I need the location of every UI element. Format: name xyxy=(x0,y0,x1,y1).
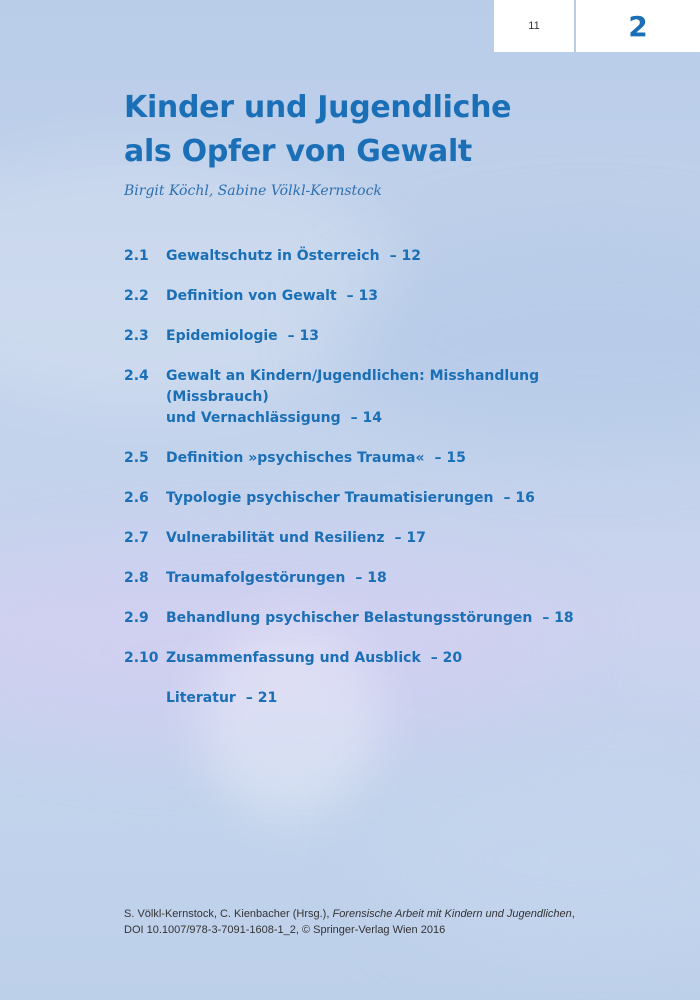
toc-entry-page: – 13 xyxy=(346,288,379,304)
toc-entry-title: Zusammenfassung und Ausblick xyxy=(166,650,421,666)
chapter-title-line: als Opfer von Gewalt xyxy=(124,134,472,169)
citation-editors: S. Völkl-Kernstock, C. Kienbacher (Hrsg.), xyxy=(124,908,333,920)
toc-entry[interactable] xyxy=(124,608,644,629)
toc-entry[interactable] xyxy=(124,528,644,549)
toc-entry-number: 2.9 xyxy=(124,610,149,626)
toc-entry-literatur[interactable] xyxy=(124,688,644,709)
citation-book-title: Forensische Arbeit mit Kindern und Jugendlichen xyxy=(332,908,572,920)
toc-entry-title: Definition »psychisches Trauma« xyxy=(166,450,425,466)
chapter-title xyxy=(124,86,644,174)
toc-entry-page: – 16 xyxy=(503,490,535,506)
page-number: 11 xyxy=(528,20,540,32)
toc-entry[interactable] xyxy=(124,448,644,469)
toc-entry-number: 2.1 xyxy=(124,248,149,264)
toc-entry-number: 2.4 xyxy=(124,368,149,384)
toc-entry-title: Epidemiologie xyxy=(166,328,278,344)
chapter-authors: Birgit Köchl, Sabine Völkl-Kernstock xyxy=(124,183,382,199)
toc-entry-number: 2.3 xyxy=(124,328,149,344)
toc-entry-page: – 13 xyxy=(287,328,319,344)
toc-entry-title: Literatur xyxy=(166,690,236,706)
citation-comma: , xyxy=(571,908,575,920)
toc-entry[interactable] xyxy=(124,648,644,669)
toc-entry-title: Vulnerabilität und Resilienz xyxy=(166,530,385,546)
toc-entry-page: – 15 xyxy=(434,450,466,466)
toc-entry-title-continued: und Vernachlässigung xyxy=(166,410,341,426)
toc-entry-page: – 20 xyxy=(430,650,463,666)
toc-entry-title: Traumafolgestörungen xyxy=(166,570,346,586)
toc-entry[interactable] xyxy=(124,366,644,429)
toc-entry-page: – 17 xyxy=(394,530,426,546)
toc-entry-number: 2.7 xyxy=(124,530,149,546)
toc-entry-number: 2.10 xyxy=(124,650,159,666)
toc-entry[interactable] xyxy=(124,488,644,509)
toc-entry[interactable] xyxy=(124,568,644,589)
chapter-number: 2 xyxy=(628,9,648,43)
page-number-tab xyxy=(494,0,576,52)
toc-entry-page: – 18 xyxy=(355,570,387,586)
toc-entry-number: 2.8 xyxy=(124,570,149,586)
citation-line xyxy=(124,906,684,922)
toc-entry-number: 2.2 xyxy=(124,288,149,304)
toc-entry-page: – 14 xyxy=(350,410,383,426)
chapter-title-line: Kinder und Jugendliche xyxy=(124,90,512,125)
toc-entry-number: 2.6 xyxy=(124,490,149,506)
toc-entry-title: Typologie psychischer Traumatisierungen xyxy=(166,490,494,506)
toc-entry-title: Gewaltschutz in Österreich xyxy=(166,248,380,264)
toc-entry[interactable] xyxy=(124,326,644,347)
citation-footer xyxy=(124,906,684,938)
toc-entry-title: Definition von Gewalt xyxy=(166,288,337,304)
page-header xyxy=(494,0,700,52)
toc-entry-page: – 18 xyxy=(542,610,574,626)
chapter-number-tab xyxy=(576,0,700,52)
toc-entry[interactable] xyxy=(124,286,644,307)
toc-entry-title: Gewalt an Kindern/Jugendlichen: Misshandlung (Missbrauch) xyxy=(166,368,540,405)
toc-entry[interactable] xyxy=(124,246,644,267)
citation-doi: DOI 10.1007/978-3-7091-1608-1_2, © Springer-Verlag Wien 2016 xyxy=(124,924,446,936)
toc-entry-number: 2.5 xyxy=(124,450,149,466)
table-of-contents xyxy=(124,246,644,728)
toc-entry-number xyxy=(124,688,166,709)
toc-entry-page: – 21 xyxy=(245,690,278,706)
toc-entry-title: Behandlung psychischer Belastungsstörungen xyxy=(166,610,533,626)
toc-entry-page: – 12 xyxy=(389,248,421,264)
